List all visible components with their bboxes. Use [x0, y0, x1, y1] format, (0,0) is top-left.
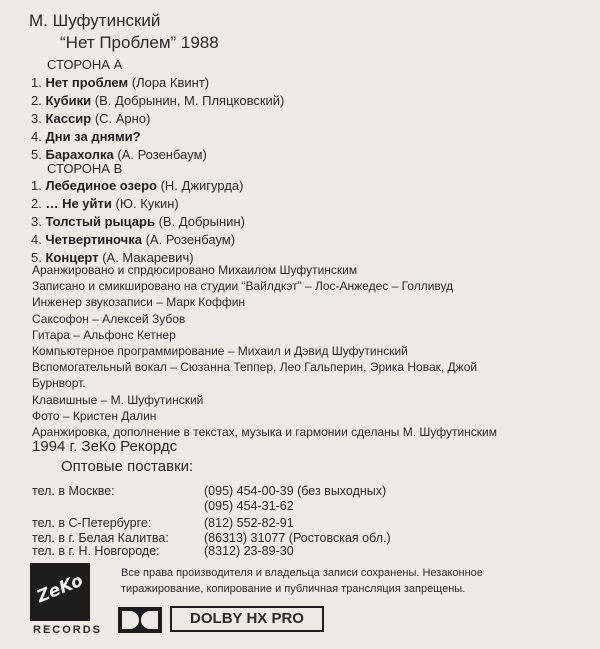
track-number: 5.: [31, 147, 42, 162]
credit-line: Клавишные – М. Шуфутинский: [32, 392, 204, 407]
track-author: (В. Добрынин, М. Пляцковский): [94, 93, 285, 108]
track-number: 5.: [31, 250, 42, 265]
contact-phone: (86313) 31077 (Ростовская обл.): [204, 531, 391, 545]
track-row: [31, 147, 207, 162]
credit-line: Аранжировано и спрдюсировано Михаилом Шуфутинским: [32, 263, 358, 277]
wholesale-heading: Оптовые поставки:: [61, 458, 194, 475]
track-author: (А. Розенбаум): [117, 147, 207, 162]
track-author: (Н. Джигурда): [160, 178, 244, 193]
contact-phone: (095) 454-31-62: [204, 499, 294, 513]
track-number: 1.: [31, 75, 42, 90]
contact-phone: (812) 552-82-91: [204, 516, 294, 530]
track-title: Концерт: [45, 250, 99, 265]
track-row: [31, 111, 150, 126]
track-row: [31, 232, 235, 247]
track-row: [31, 178, 243, 193]
track-number: 3.: [31, 111, 42, 126]
contact-label: тел. в г. Белая Калитва:: [32, 531, 169, 545]
track-author: (С. Арно): [94, 111, 151, 126]
track-title: Четвертиночка: [45, 232, 142, 247]
track-title: Толстый рыцарь: [45, 214, 155, 229]
track-title: Дни за днями?: [45, 129, 141, 144]
credit-line: Фото – Кристен Далин: [32, 408, 157, 423]
credit-line: Саксофон – Алексей Зубов: [32, 311, 186, 326]
track-number: 2.: [31, 93, 42, 108]
credit-line: Бурнворт.: [32, 376, 86, 391]
contact-phone: (8312) 23-89-30: [204, 544, 294, 558]
track-author: (А. Розенбаум): [145, 232, 236, 247]
records-label: RECORDS: [33, 624, 103, 636]
track-author: (Ю. Кукин): [115, 196, 179, 211]
credit-line: Записано и смикшировано на студии “Вайлдкэт” – Лос-Анжедес – Голливуд: [32, 279, 454, 294]
track-row: [31, 129, 141, 144]
contact-label: тел. в г. Н. Новгороде:: [32, 544, 160, 558]
dolby-hx-pro-badge: DOLBY HX PRO: [170, 606, 324, 632]
album-title: “Нет Проблем” 1988: [60, 33, 219, 52]
track-row: [31, 196, 179, 211]
zeko-logo-text: ZeKo: [34, 570, 86, 608]
contact-label: тел. в Москве:: [32, 484, 115, 498]
track-number: 3.: [31, 214, 42, 229]
track-author: (Лора Квинт): [131, 75, 210, 90]
track-number: 1.: [31, 178, 42, 193]
track-number: 4.: [31, 129, 42, 144]
credit-line: Гитара – Альфонс Кетнер: [32, 327, 176, 342]
credit-line: Компьютерное программирование – Михаил и Дэвид Шуфутинский: [32, 344, 408, 358]
track-row: [31, 214, 245, 229]
track-title: Кубики: [45, 93, 92, 108]
track-number: 4.: [31, 232, 42, 247]
credit-line: Вспомогательный вокал – Сюзанна Теппер, Лео Гальперин, Эрика Новак, Джой: [32, 360, 478, 375]
artist-name: М. Шуфутинский: [29, 11, 161, 30]
track-title: Лебединое озеро: [45, 178, 157, 193]
track-row: [31, 93, 284, 108]
dolby-double-d-icon: [118, 607, 162, 633]
track-author: (В. Добрынин): [158, 214, 245, 229]
track-title: … Не уйти: [45, 196, 112, 211]
contact-label: тел. в С-Петербурге:: [32, 516, 152, 530]
credit-line: Аранжировка, дополнение в текстах, музыка и гармонии сделаны М. Шуфутинским: [32, 425, 497, 439]
track-title: Барахолка: [45, 147, 114, 162]
track-title: Кассир: [45, 111, 92, 126]
credit-line: Инженер звукозаписи – Марк Коффин: [32, 295, 246, 310]
track-number: 2.: [31, 196, 42, 211]
rights-notice: Все права производителя и владельца записи сохранены. Незаконное тиражирование, копирование и публичная трансляция запрещены.: [121, 567, 483, 595]
publisher-line: 1994 г. ЗеКо Рекордс: [32, 438, 178, 455]
track-author: (А. Макаревич): [102, 250, 194, 265]
side-a-label: СТОРОНА А: [47, 57, 123, 72]
zeko-logo: [30, 563, 90, 621]
contact-phone: (095) 454-00-39 (без выходных): [204, 484, 387, 498]
track-row: [31, 75, 209, 90]
side-b-label: СТОРОНА В: [47, 161, 123, 176]
track-title: Нет проблем: [45, 75, 129, 90]
